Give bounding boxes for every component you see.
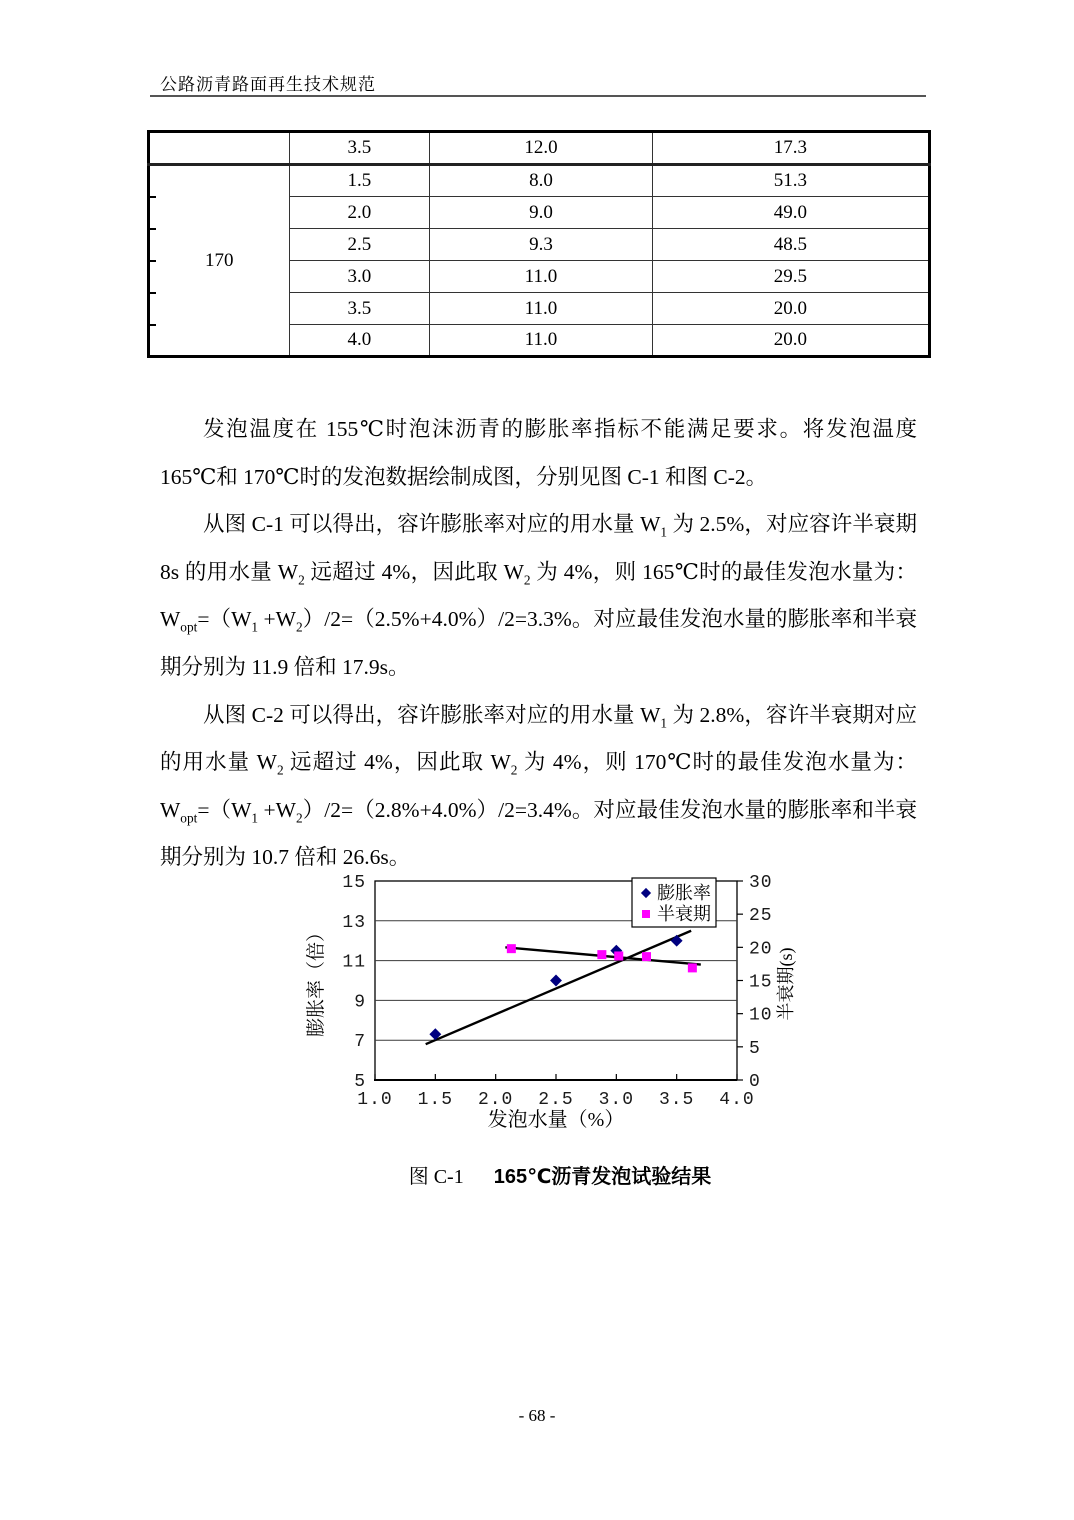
svg-text:15: 15 [749, 972, 773, 993]
table-cell: 48.5 [652, 229, 929, 261]
paragraph-3: 从图 C-2 可以得出，容许膨胀率对应的用水量 $W_1$ 为 2.8%，容许半衰期对应的用水量 $W_2$ 远超过 4%，因此取 $W_2$ 为 4%，则 170℃时的最佳发泡水量为：$W_{opt}=(W_1 +W_2)/2=(2.8\%+4.0\%)/2=3.4\%$。对应最佳发泡水量的膨胀率和半衰期分别为 10.7 倍和 26.6s。 [160, 702, 917, 870]
table-cell: 20.0 [652, 325, 929, 357]
svg-text:11: 11 [342, 952, 366, 973]
table-cell: 20.0 [652, 293, 929, 325]
svg-text:30: 30 [749, 873, 773, 893]
svg-text:4.0: 4.0 [719, 1090, 755, 1110]
table-cell-temp-group: 170 [149, 165, 290, 357]
table-merge-notch [148, 260, 156, 262]
table-merge-notch [148, 228, 156, 230]
svg-text:20: 20 [749, 939, 773, 960]
svg-text:25: 25 [749, 906, 773, 927]
table-cell: 8.0 [430, 165, 653, 197]
svg-text:膨胀率: 膨胀率 [657, 883, 711, 903]
table-cell: 12.0 [430, 132, 653, 165]
svg-text:1.5: 1.5 [417, 1090, 454, 1110]
table-cell: 11.0 [430, 261, 653, 293]
figure-caption-number: 图 C-1 [408, 1166, 464, 1188]
svg-text:5: 5 [749, 1038, 761, 1059]
svg-text:半衰期: 半衰期 [657, 904, 711, 924]
svg-text:3.0: 3.0 [598, 1090, 635, 1110]
table-cell: 11.0 [430, 325, 653, 357]
table-cell: 9.3 [430, 229, 653, 261]
table-cell: 49.0 [652, 197, 929, 229]
table-cell: 3.0 [289, 261, 430, 293]
page-header-title: 公路沥青路面再生技术规范 [160, 75, 376, 94]
svg-text:2.5: 2.5 [538, 1090, 574, 1110]
table-row [149, 165, 930, 197]
table-merge-notch [148, 196, 156, 198]
foaming-test-table [147, 130, 931, 358]
table-cell: 11.0 [430, 293, 653, 325]
table-cell: 29.5 [652, 261, 929, 293]
chart-legend [632, 878, 716, 927]
svg-text:15: 15 [342, 873, 366, 893]
table-merge-notch [148, 292, 156, 294]
svg-text:0: 0 [749, 1072, 761, 1092]
foaming-chart-svg [300, 862, 820, 1152]
svg-text:2.0: 2.0 [477, 1090, 514, 1110]
table-cell [149, 132, 290, 165]
svg-text:3.5: 3.5 [658, 1090, 695, 1110]
svg-text:7: 7 [354, 1032, 366, 1053]
svg-text:5: 5 [354, 1072, 366, 1092]
page-number: - 68 - [518, 1406, 556, 1425]
header-rule [150, 95, 926, 97]
table-cell: 51.3 [652, 165, 929, 197]
svg-text:半衰期(s): 半衰期(s) [776, 947, 796, 1021]
chart-axes [305, 873, 797, 1131]
svg-text:9: 9 [354, 992, 366, 1013]
table-row [149, 132, 930, 165]
table-cell: 17.3 [652, 132, 929, 165]
table-cell: 1.5 [289, 165, 430, 197]
body-text [160, 406, 917, 882]
svg-text:1.0: 1.0 [357, 1090, 393, 1110]
figure-caption-title: 165℃沥青发泡试验结果 [493, 1166, 712, 1188]
table-cell: 3.5 [289, 293, 430, 325]
svg-text:10: 10 [749, 1005, 773, 1026]
table-cell: 4.0 [289, 325, 430, 357]
figure-caption [300, 1160, 820, 1189]
figure-c1-chart [300, 862, 820, 1152]
table-merge-notch [148, 324, 156, 326]
svg-text:13: 13 [342, 912, 366, 933]
paragraph-2: 从图 C-1 可以得出，容许膨胀率对应的用水量 $W_1$ 为 2.5%，对应容许半衰期 8s 的用水量 $W_2$ 远超过 4%，因此取 $W_2$ 为 4%，则 165℃时的最佳发泡水量为：$W_{opt}=(W_1 +W_2)/2=(2.5\%+4.0\%)/2=3.3\%$。对应最佳发泡水量的膨胀率和半衰期分别为 11.9 倍和 17.9s。 [160, 512, 917, 679]
table-cell: 3.5 [289, 132, 430, 165]
table-cell: 2.0 [289, 197, 430, 229]
table-cell: 2.5 [289, 229, 430, 261]
svg-text:发泡水量（%）: 发泡水量（%） [487, 1109, 625, 1131]
table-cell: 9.0 [430, 197, 653, 229]
svg-text:膨胀率（倍）: 膨胀率（倍） [306, 922, 327, 1038]
paragraph-1: 发泡温度在 155℃时泡沫沥青的膨胀率指标不能满足要求。将发泡温度 165℃和 170℃时的发泡数据绘制成图，分别见图 C-1 和图 C-2。 [160, 417, 917, 489]
